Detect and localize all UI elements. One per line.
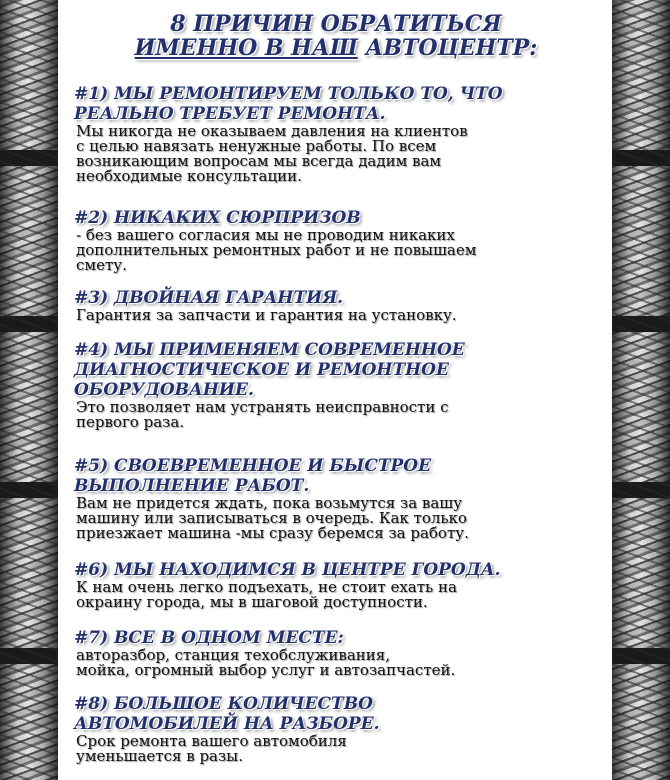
title-line-2 — [60, 36, 612, 60]
reason-7-heading: #7) ВСЕ В ОДНОМ МЕСТЕ: — [74, 628, 344, 648]
reason-4 — [74, 340, 604, 430]
reason-3-text: Гарантия за запчасти и гарантия на установку. — [76, 306, 457, 324]
title-rest-part: АВТОЦЕНТР: — [357, 35, 538, 61]
reason-1-heading: #1) МЫ РЕМОНТИРУЕМ ТОЛЬКО ТО, ЧТО РЕАЛЬНО ТРЕБУЕТ РЕМОНТА. — [74, 84, 503, 124]
reason-6 — [74, 560, 604, 610]
page-title — [60, 12, 612, 60]
reason-5-heading: #5) СВОЕВРЕМЕННОЕ И БЫСТРОЕ ВЫПОЛНЕНИЕ РАБОТ. — [74, 456, 432, 496]
reason-2 — [74, 208, 604, 273]
reason-6-heading: #6) МЫ НАХОДИМСЯ В ЦЕНТРЕ ГОРОДА. — [74, 560, 501, 580]
reason-8-text: Срок ремонта вашего автомобиля уменьшается в разы. — [76, 732, 347, 765]
reason-7-text: авторазбор, станция техобслуживания, мойка, огромный выбор услуг и автозапчастей. — [76, 646, 456, 679]
reason-3 — [74, 288, 604, 323]
tire-left-decoration — [0, 0, 58, 780]
tire-right-decoration — [612, 0, 670, 780]
reason-3-heading: #3) ДВОЙНАЯ ГАРАНТИЯ. — [74, 288, 344, 308]
reason-1 — [74, 84, 604, 184]
reason-8 — [74, 694, 604, 764]
title-line-1: 8 ПРИЧИН ОБРАТИТЬСЯ — [170, 11, 502, 37]
title-underlined-part: ИМЕННО В НАШ — [134, 35, 358, 61]
reason-5-text: Вам не придется ждать, пока возьмутся за вашу машину или записываться в очередь. Как только приезжает машина -мы сразу беремся за работу. — [76, 494, 469, 542]
reason-5 — [74, 456, 604, 541]
reason-7 — [74, 628, 604, 678]
reason-6-text: К нам очень легко подъехать, не стоит ехать на окраину города, мы в шаговой доступности. — [76, 578, 457, 611]
reason-1-text: Мы никогда не оказываем давления на клиентов с целью навязать ненужные работы. По всем возникающим вопросам мы всегда дадим вам необходимые консультации. — [76, 122, 468, 185]
reason-2-text: - без вашего согласия мы не проводим никаких дополнительных ремонтных работ и не повышаем смету. — [76, 226, 477, 274]
reasons-panel — [60, 0, 612, 780]
reason-4-text: Это позволяет нам устранять неисправности с первого раза. — [76, 398, 449, 431]
reason-4-heading: #4) МЫ ПРИМЕНЯЕМ СОВРЕМЕННОЕ ДИАГНОСТИЧЕСКОЕ И РЕМОНТНОЕ ОБОРУДОВАНИЕ. — [74, 340, 465, 400]
reason-2-heading: #2) НИКАКИХ СЮРПРИЗОВ — [74, 208, 361, 228]
reason-8-heading: #8) БОЛЬШОЕ КОЛИЧЕСТВО АВТОМОБИЛЕЙ НА РАЗБОРЕ. — [74, 694, 380, 734]
